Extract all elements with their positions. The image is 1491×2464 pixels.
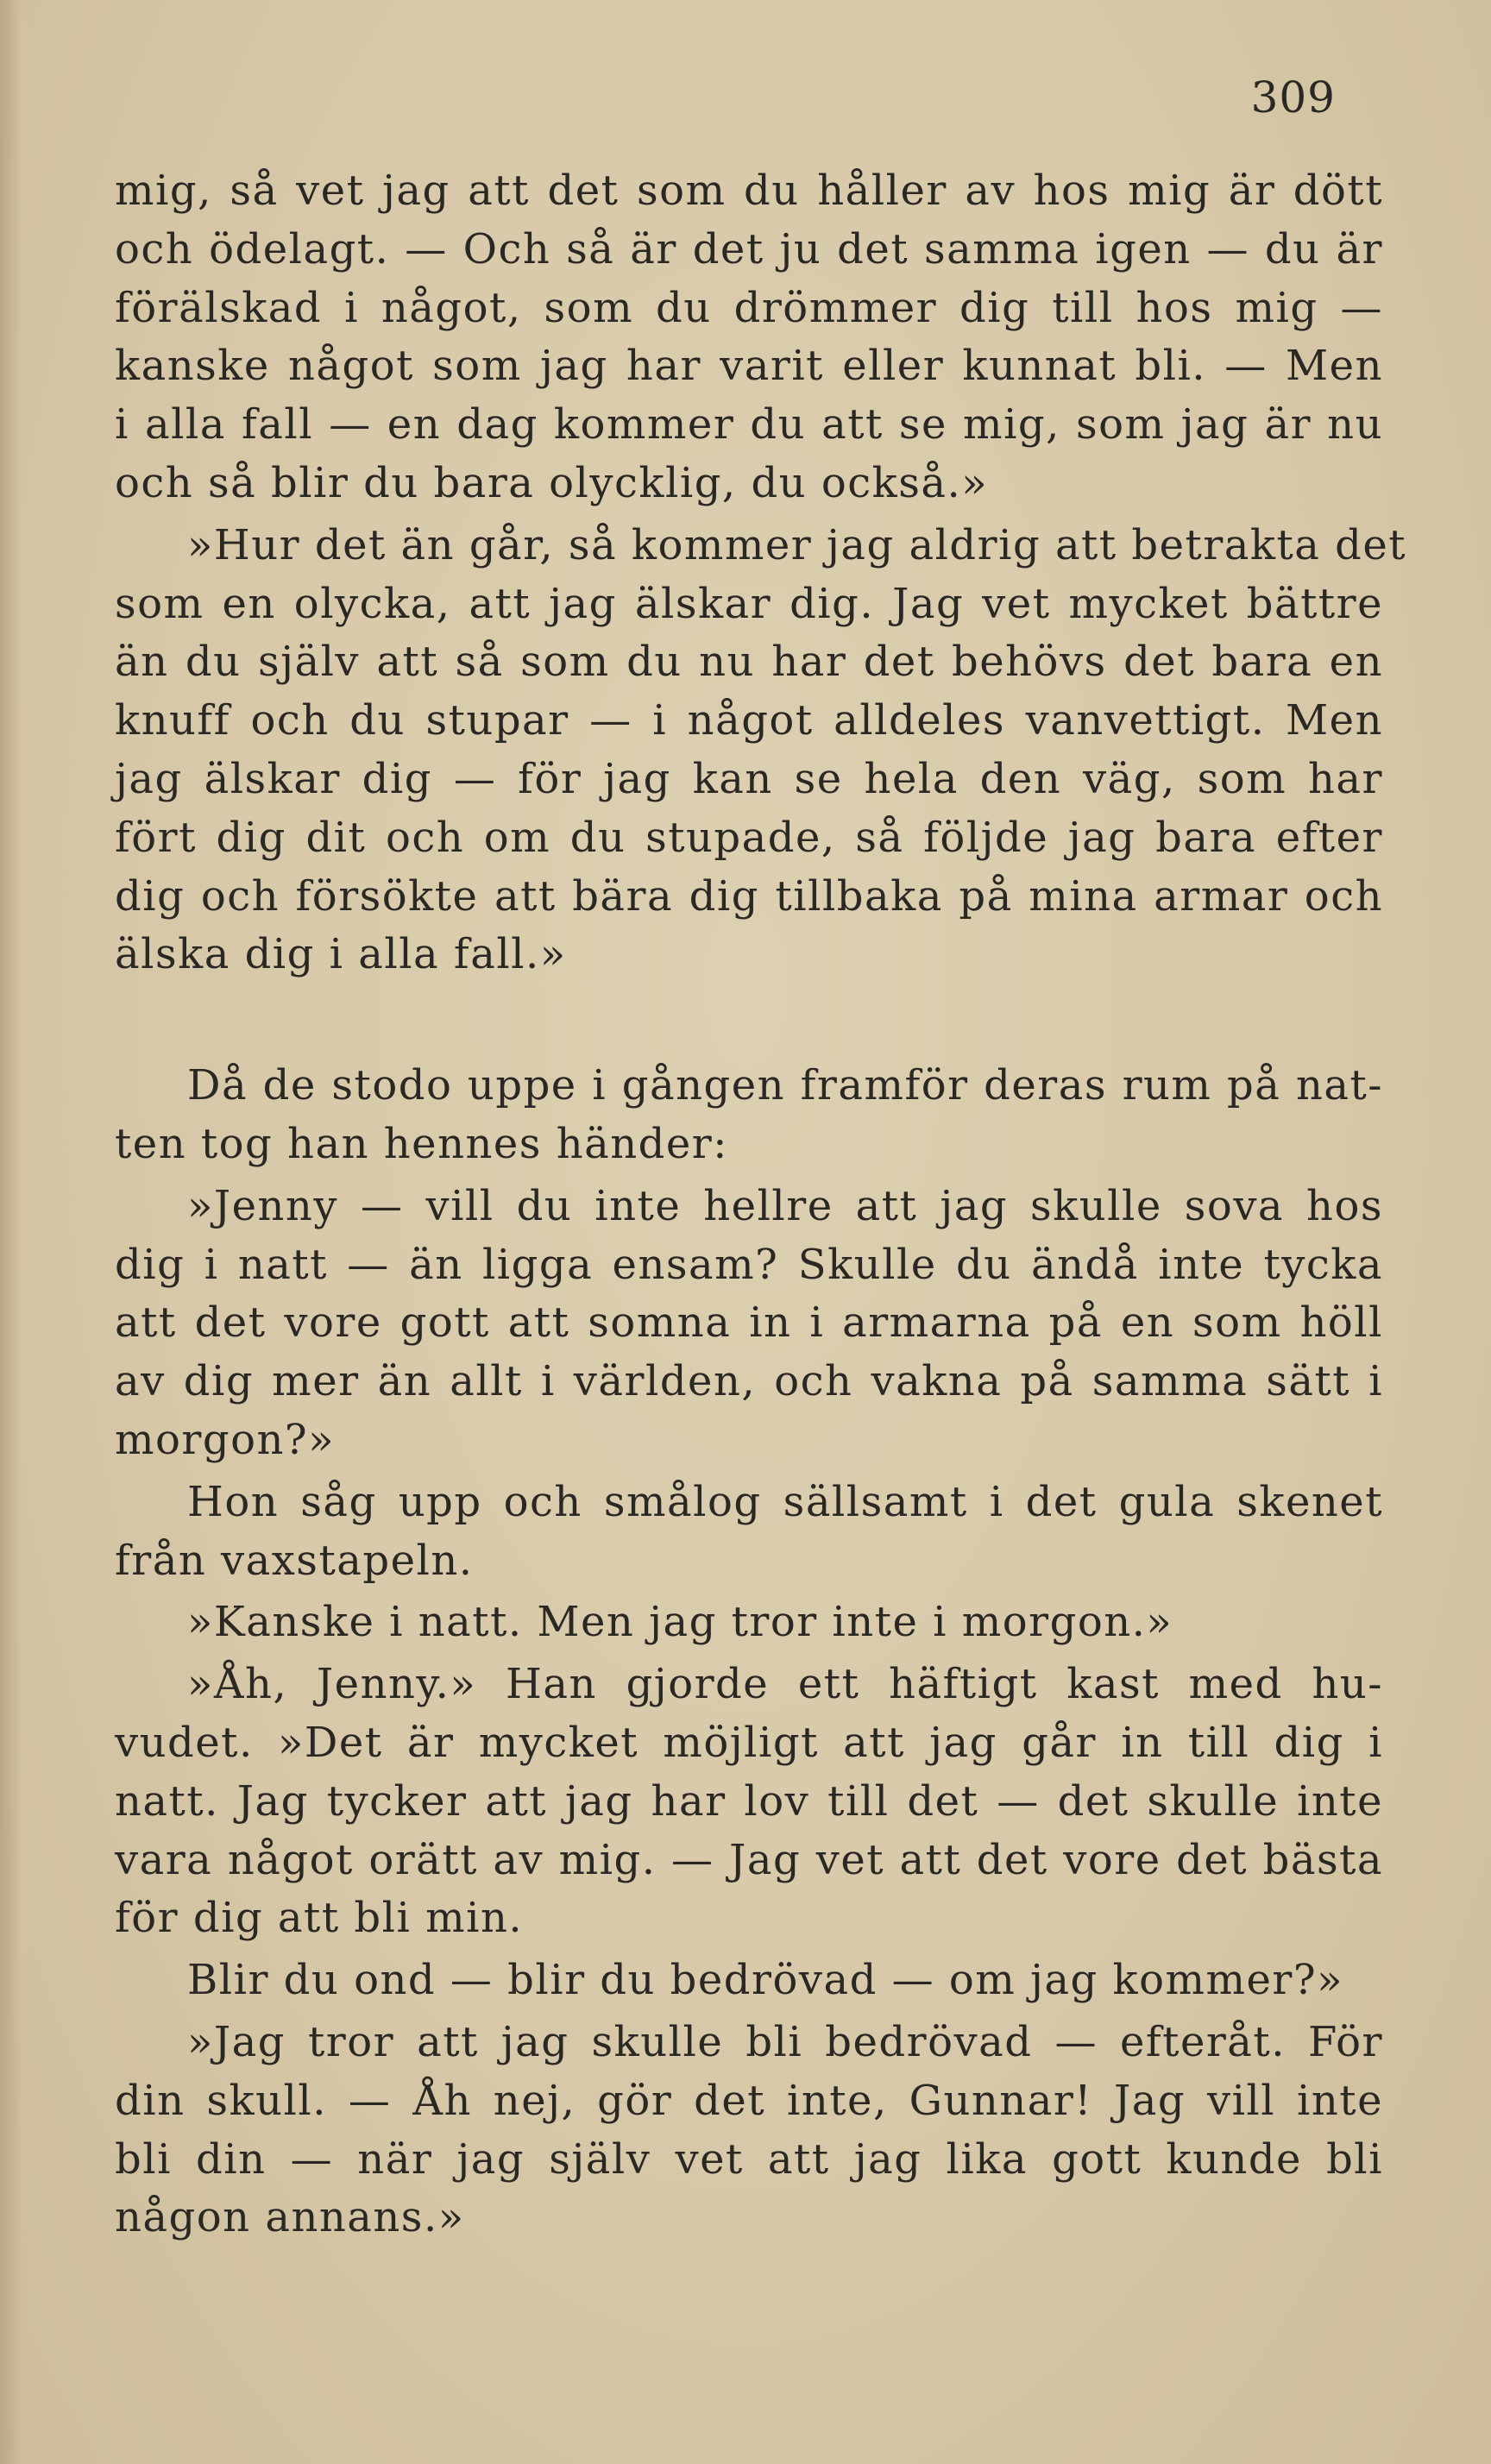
text-line: »Hur det än går, så kommer jag aldrig att betrakta det	[187, 520, 1407, 569]
text-line: Blir du ond — blir du bedrövad — om jag kommer?»	[187, 1956, 1343, 2005]
paragraph-2	[115, 517, 1407, 984]
text-line: från vaxstapeln.	[115, 1536, 474, 1585]
text-line: någon annans.»	[115, 2193, 465, 2242]
text-line: bli din — när jag själv vet att jag lika gott kunde bli	[115, 2134, 1383, 2184]
text-line: Hon såg upp och smålog sällsamt i det gula skenet	[187, 1477, 1383, 1526]
text-line: förälskad i något, som du drömmer dig till hos mig —	[115, 283, 1383, 332]
paragraph-5	[115, 1474, 1383, 1591]
paragraph-4	[115, 1178, 1383, 1470]
paragraph-1	[115, 162, 1383, 513]
text-line: »Åh, Jenny.» Han gjorde ett häftigt kast med hu-	[187, 1660, 1383, 1709]
text-line: än du själv att så som du nu har det behövs det bara en	[115, 638, 1383, 687]
text-line: vara något orätt av mig. — Jag vet att det vore det bästa	[115, 1835, 1383, 1884]
text-line: av dig mer än allt i världen, och vakna på samma sätt i	[115, 1357, 1383, 1406]
paragraph-3	[115, 1057, 1383, 1174]
text-line: Då de stodo uppe i gången framför deras rum på nat-	[187, 1061, 1383, 1110]
paragraph-9	[115, 2014, 1383, 2247]
paragraph-8	[115, 1952, 1383, 2010]
paragraph-7	[115, 1656, 1383, 1948]
text-line: jag älskar dig — för jag kan se hela den väg, som har	[115, 754, 1383, 803]
text-line: kanske något som jag har varit eller kunnat bli. — Men	[115, 342, 1383, 391]
text-line: och ödelagt. — Och så är det ju det samma igen — du är	[115, 224, 1383, 273]
page-text	[115, 162, 1407, 2247]
text-line: som en olycka, att jag älskar dig. Jag vet mycket bättre	[115, 579, 1383, 628]
text-line: mig, så vet jag att det som du håller av hos mig är dött	[115, 167, 1383, 215]
text-line: att det vore gott att somna in i armarna på en som höll	[115, 1298, 1383, 1348]
paragraph-6	[115, 1593, 1383, 1652]
text-line: natt. Jag tycker att jag har lov till det — det skulle inte	[115, 1776, 1383, 1826]
text-line: för dig att bli min.	[115, 1894, 524, 1943]
text-line: dig i natt — än ligga ensam? Skulle du ändå inte tycka	[115, 1240, 1383, 1289]
text-line: dig och försökte att bära dig tillbaka på mina armar och	[115, 871, 1383, 921]
text-line: morgon?»	[115, 1415, 335, 1464]
text-line: »Jenny — vill du inte hellre att jag skulle sova hos	[187, 1181, 1383, 1230]
text-line: din skull. — Åh nej, gör det inte, Gunnar! Jag vill inte	[115, 2076, 1383, 2125]
page-number: 309	[1250, 72, 1336, 123]
text-line: och så blir du bara olycklig, du också.»	[115, 458, 989, 507]
text-line: »Kanske i natt. Men jag tror inte i morgon.»	[187, 1598, 1173, 1647]
text-line: älska dig i alla fall.»	[115, 930, 567, 979]
text-line: fört dig dit och om du stupade, så följde jag bara efter	[115, 813, 1383, 862]
text-line: i alla fall — en dag kommer du att se mig, som jag är nu	[115, 400, 1383, 449]
text-line: »Jag tror att jag skulle bli bedrövad — efteråt. För	[187, 2017, 1383, 2066]
text-line: vudet. »Det är mycket möjligt att jag går in till dig i	[115, 1718, 1383, 1767]
text-line: ten tog han hennes händer:	[115, 1119, 728, 1168]
text-line: knuff och du stupar — i något alldeles vanvettigt. Men	[115, 696, 1383, 745]
